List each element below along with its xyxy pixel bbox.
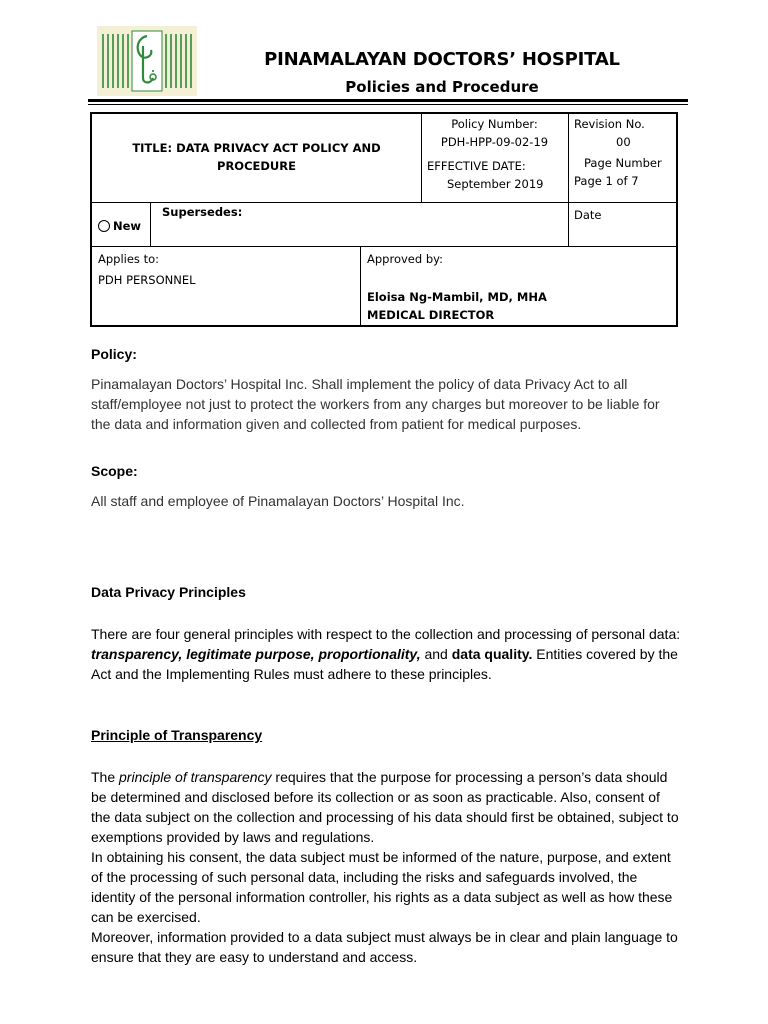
document-title-line2: PROCEDURE — [217, 159, 296, 173]
document-subtitle: Policies and Procedure — [345, 78, 539, 96]
applies-to-value: PDH PERSONNEL — [98, 273, 196, 287]
header-rule — [88, 99, 688, 102]
new-label: New — [113, 219, 142, 233]
transparency-text — [91, 767, 681, 967]
policy-number: PDH-HPP-09-02-19 — [440, 135, 549, 149]
scope-text: All staff and employee of Pinamalayan Doctors’ Hospital Inc. — [91, 493, 465, 509]
date-label: Date — [574, 208, 602, 222]
document-control-table — [90, 112, 678, 327]
supersedes-label: Supersedes: — [162, 205, 243, 219]
hospital-name: PINAMALAYAN DOCTORS’ HOSPITAL — [264, 49, 620, 70]
revision-number: 00 — [616, 135, 631, 149]
page-number: Page 1 of 7 — [574, 174, 639, 188]
transparency-heading: Principle of Transparency — [91, 727, 263, 743]
effective-date: September 2019 — [447, 177, 544, 191]
transparency-p2: In obtaining his consent, the data subject must be informed of the nature, purpose, and extent of the processing of such personal data, including the risks and safeguards involved, the identity of the personal information controller, his rights as a data subject as well as how these can be exercised. — [91, 849, 673, 925]
transparency-p3: Moreover, information provided to a data subject must always be in clear and plain language to ensure that they are easy to understand and access. — [91, 929, 678, 965]
document-title-line1: TITLE: DATA PRIVACY ACT POLICY AND — [132, 141, 381, 155]
effective-date-label: EFFECTIVE DATE: — [427, 159, 526, 173]
new-radio[interactable] — [98, 220, 110, 232]
policy-number-label: Policy Number: — [451, 117, 538, 131]
policy-text: Pinamalayan Doctors’ Hospital Inc. Shall implement the policy of data Privacy Act to all staff/employee not just to protect the workers from any charges but moreover to be liable for the data and information given and collected from patient for medical purposes. — [91, 376, 660, 432]
page-number-label: Page Number — [584, 156, 662, 170]
applies-to-label: Applies to: — [98, 252, 159, 266]
principles-intro: There are four general principles with respect to the collection and processing of personal data: transparency, legitimate purpose, proportionality, and data quality. Entities covered by the Act and the Implementing Rules must adhere to these principles. — [91, 626, 681, 682]
transparency-p1: The principle of transparency requires that the purpose for processing a person’s data should be determined and disclosed before its collection or as soon as practicable. Also, consent of the data subject on the collection and processing of his data should first be obtained, subject to exemptions provided by laws and regulations. — [91, 769, 679, 845]
principles-heading: Data Privacy Principles — [91, 584, 246, 600]
revision-label: Revision No. — [574, 117, 645, 131]
header-rule-thin — [88, 104, 688, 105]
policy-heading: Policy: — [91, 346, 137, 362]
approved-by-label: Approved by: — [367, 252, 443, 266]
hospital-logo — [97, 26, 197, 96]
approver-title: MEDICAL DIRECTOR — [367, 308, 495, 322]
scope-heading: Scope: — [91, 463, 138, 479]
approver-name: Eloisa Ng-Mambil, MD, MHA — [367, 290, 547, 304]
